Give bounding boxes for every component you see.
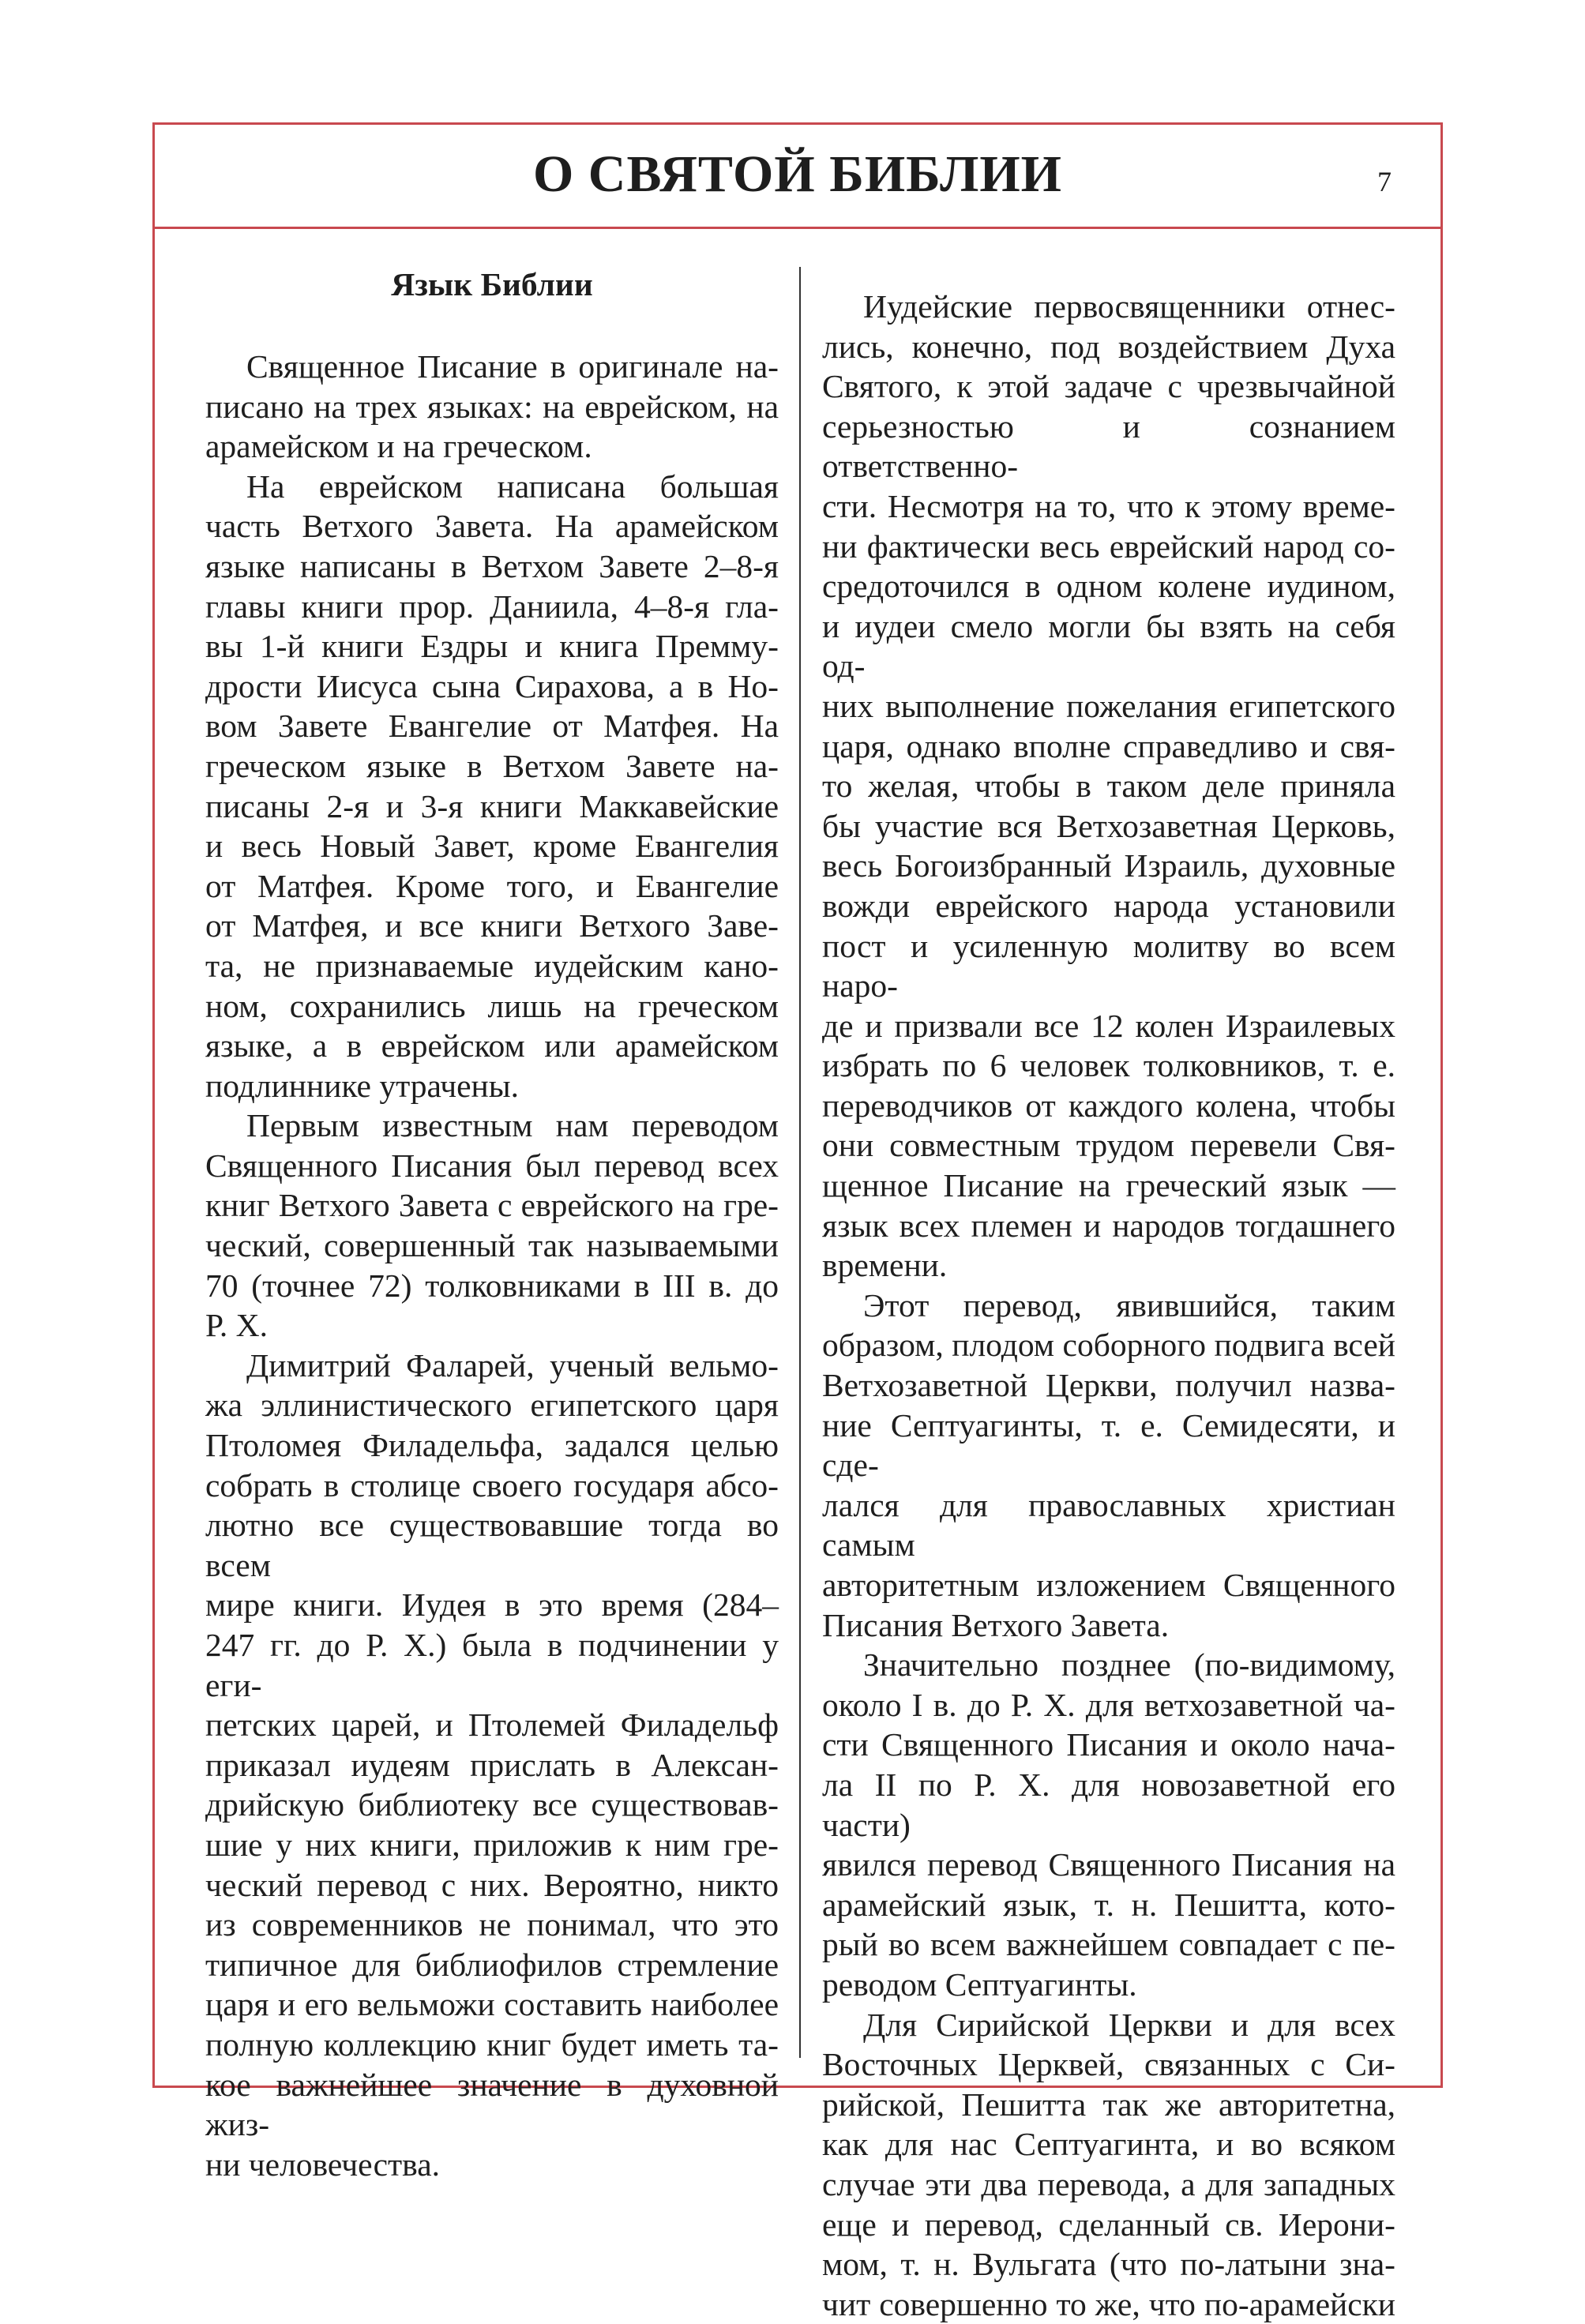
- paragraph: Священное Писание в оригинале на- писано на трех языках: на еврейском, на арамейском и на греческом.: [205, 348, 779, 465]
- page-frame: [152, 122, 1443, 2322]
- paragraph: Иудейские первосвященники отнес- лись, конечно, под воздействием Духа Святого, к этой задаче с чрезвычайной серьезностью и сознанием ответственно- сти. Несмотря на то, что к этому време- ни фактически весь еврейский народ со- средоточился в одном колене иудином, и иудеи смело могли бы взять на себя од- них выполнение пожелания египетского царя, однако вполне справедливо и свя- то желая, чтобы в таком деле приняла бы участие вся Ветхозаветная Церковь, весь Богоизбранный Израиль, духовные вожди еврейского народа установили пост и усиленную молитву во всем наро- де и призвали все 12 колен Израилевых избрать по 6 человек толковников, т. е. переводчиков от каждого колена, чтобы они совместным трудом перевели Свя- щенное Писание на греческий язык — язык всех племен и народов тогдашнего времени.: [822, 288, 1395, 1284]
- paragraph: На еврейском написана большая часть Ветхого Завета. На арамейском языке написаны в Ветхом Завете 2–8-я главы книги прор. Даниила, 4–8-я гла- вы 1-й книги Ездры и книга Премму- дрости Иисуса сына Сирахова, а в Но- вом Завете Евангелие от Матфея. На греческом языке в Ветхом Завете на- писаны 2-я и 3-я книги Маккавейские и весь Новый Завет, кроме Евангелия от Матфея. Кроме того, и Евангелие от Матфея, и все книги Ветхого Заве- та, не признаваемые иудейским кано- ном, сохранились лишь на греческом языке, а в еврейском или арамейском подлиннике утрачены.: [205, 467, 779, 1104]
- paragraph: Для Сирийской Церкви и для всех Восточных Церквей, связанных с Си- рийской, Пешитта так же авторитетна, как для нас Септуагинта, и во всяком случае эти два перевода, а для западных еще и перевод, сделанный св. Иерони- мом, т. н. Вульгата (что по-латыни зна- чит совершенно то же, что по-арамейски: [822, 2006, 1395, 2322]
- right-column: [822, 287, 1395, 2324]
- section-heading: Язык Библии: [391, 266, 593, 302]
- paragraph: Димитрий Фаларей, ученый вельмо- жа эллинистического египетского царя Птоломея Филадельфа, задался целью собрать в столице своего государя абсо- лютно все существовавшие тогда во всем мире книги. Иудея в это время (284– 247 гг. до Р. Х.) была в подчинении у еги- петских царей, и Птолемей Филадельф приказал иудеям прислать в Алексан- дрийскую библиотеку все существовав- шие у них книги, приложив к ним гре- ческий перевод с них. Вероятно, никто из современников не понимал, что это типичное для библиофилов стремление царя и его вельможи составить наиболее полную коллекцию книг будет иметь та- кое важнейшее значение в духовной жиз- ни человечества.: [205, 1346, 779, 2183]
- paragraph: Значительно позднее (по-видимому, около I в. до Р. Х. для ветхозаветной ча- сти Священного Писания и около нача- ла II по Р. Х. для новозаветной его части) явился перевод Священного Писания на арамейский язык, т. н. Пешитта, кото- рый во всем важнейшем совпадает с пе- реводом Септуагинты.: [822, 1646, 1395, 2003]
- column-divider: [799, 267, 801, 2058]
- page-title: О СВЯТОЙ БИБЛИИ: [532, 145, 1063, 203]
- paragraph: Первым известным нам переводом Священного Писания был перевод всех книг Ветхого Завета с еврейского на гре- ческий, совершенный так называемыми 70 (точнее 72) толковниками в III в. до Р. Х.: [205, 1107, 779, 1344]
- left-column: [205, 265, 779, 2184]
- paragraph: Этот перевод, явившийся, таким образом, плодом соборного подвига всей Ветхозаветной Церкви, получил назва- ние Септуагинты, т. е. Семидесяти, и сде- лался для православных христиан самым авторитетным изложением Священного Писания Ветхого Завета.: [822, 1286, 1395, 1643]
- running-header: [155, 125, 1440, 229]
- page-number: 7: [1377, 166, 1392, 197]
